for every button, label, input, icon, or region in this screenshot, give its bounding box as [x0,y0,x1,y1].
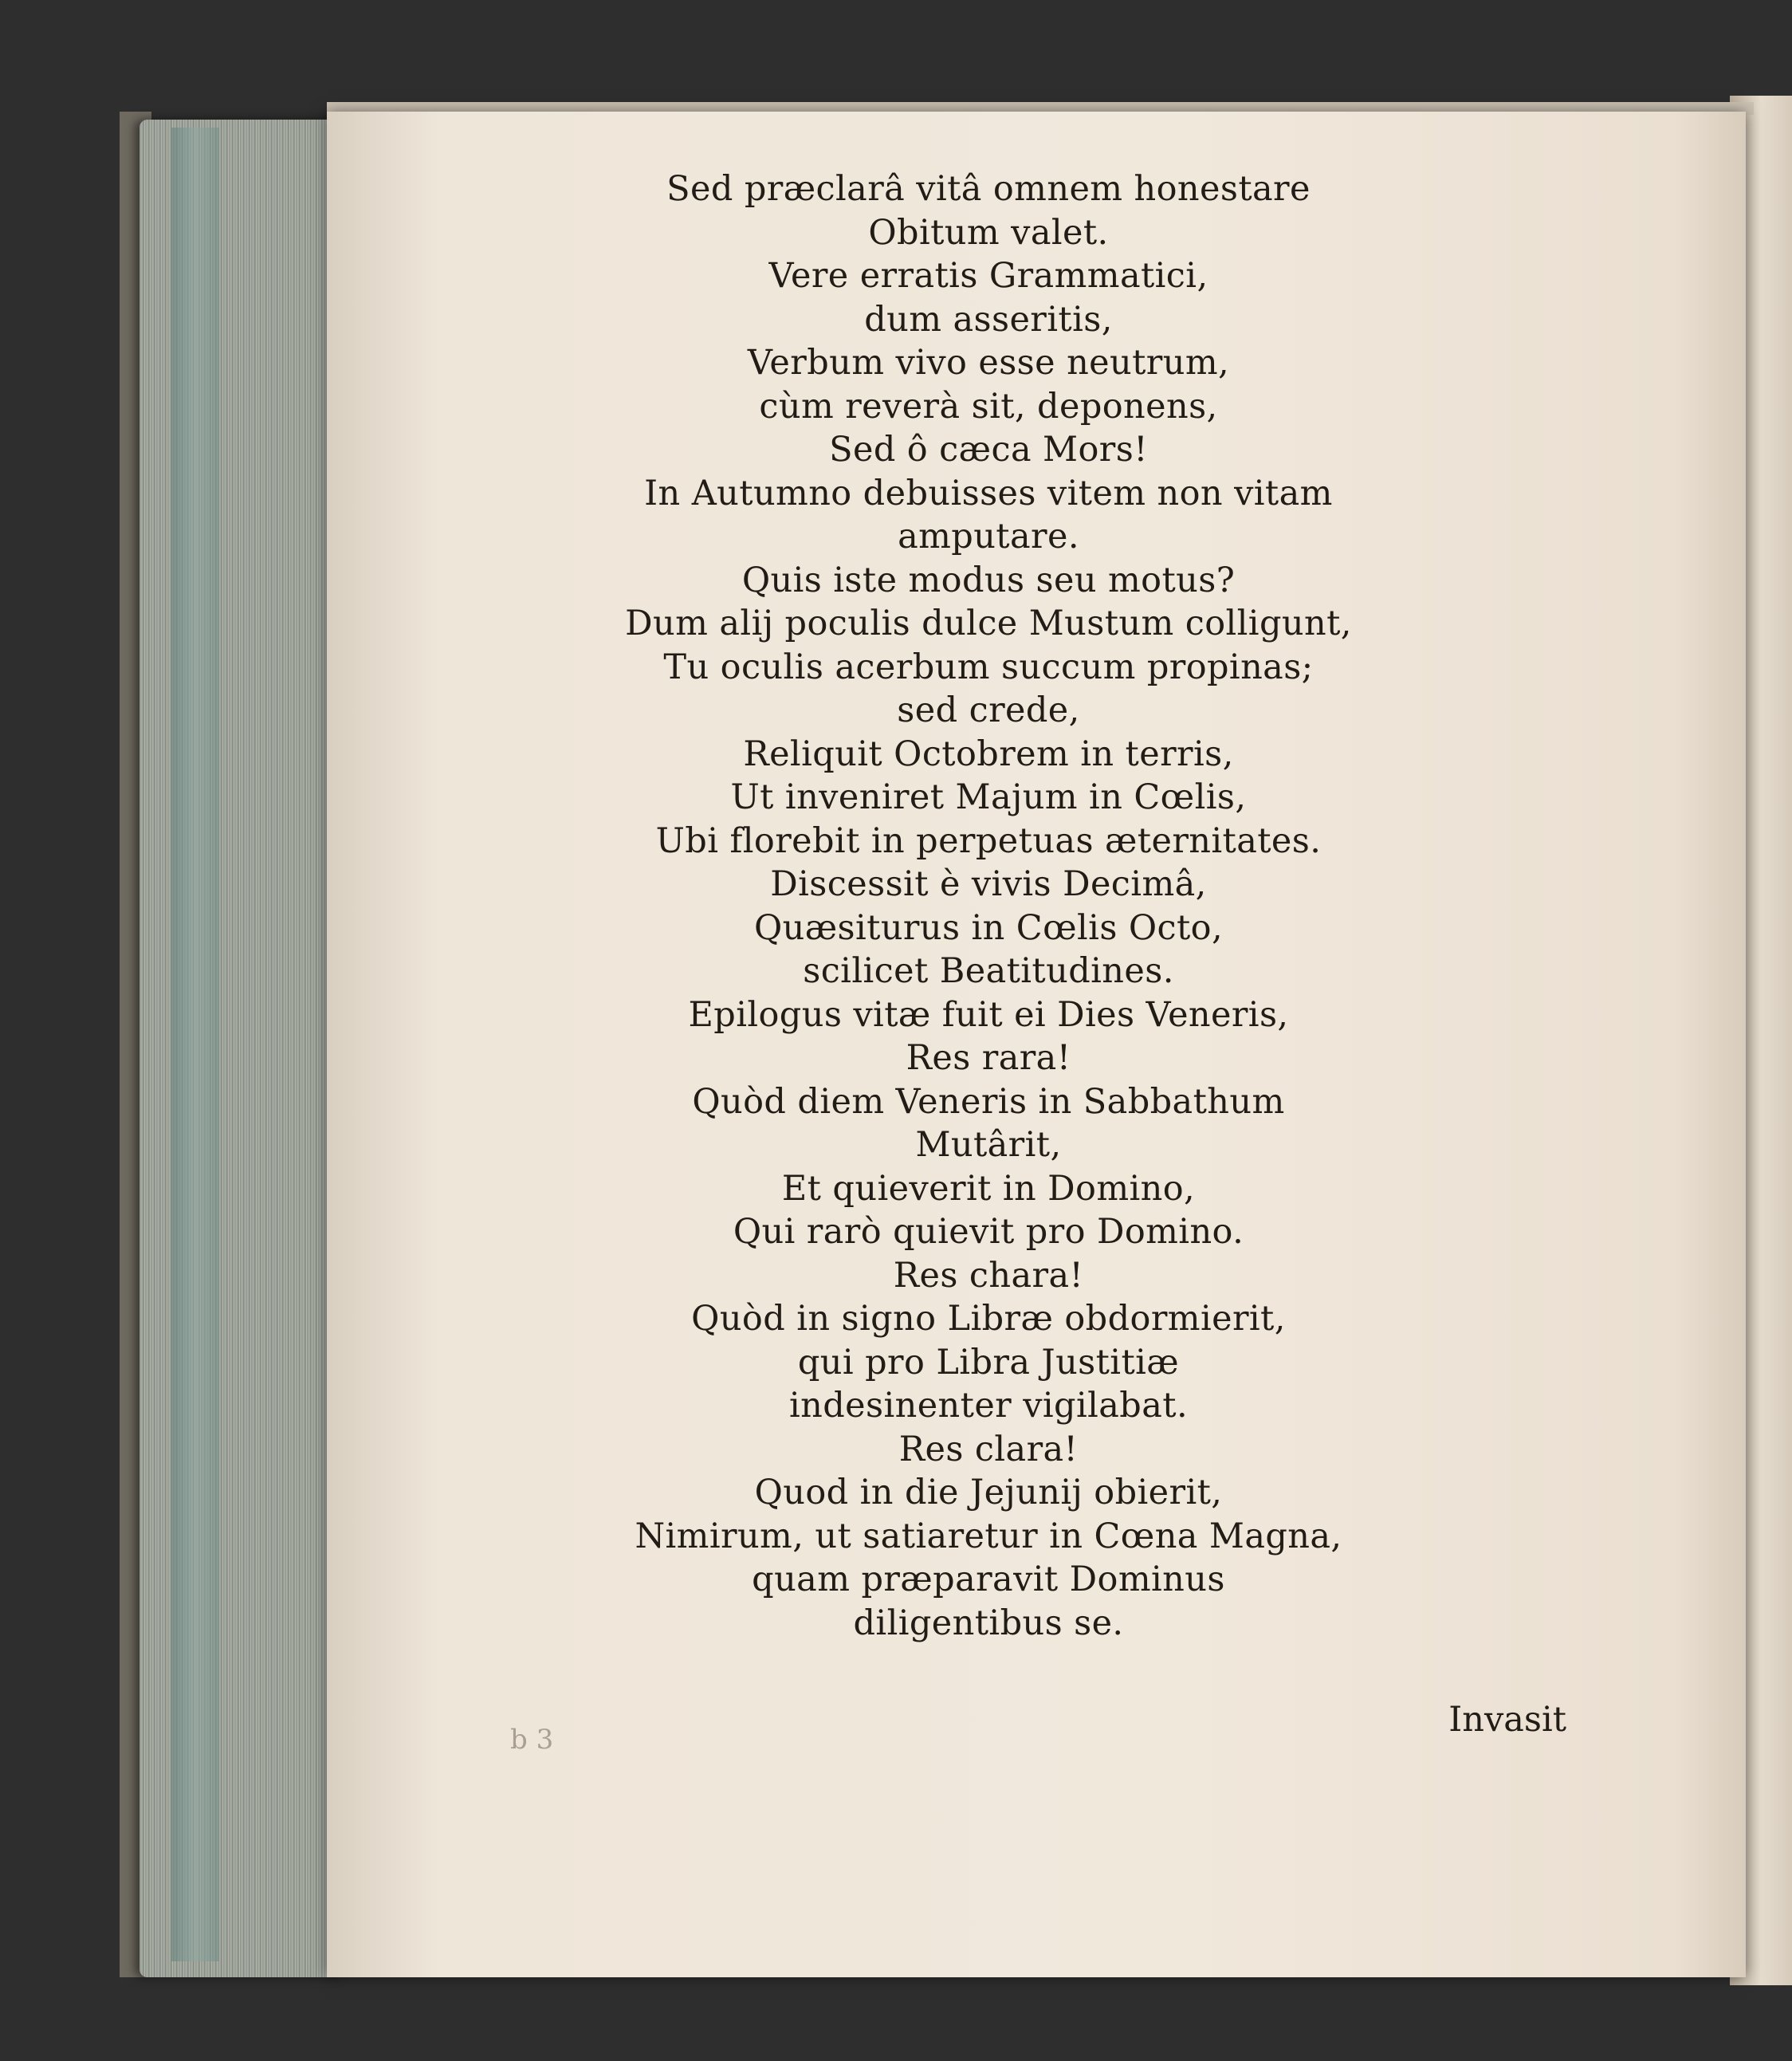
text-line: Quis iste modus seu motus? [741,560,1236,600]
page-text [343,167,1634,1645]
text-line: Vere erratis Grammatici, [768,256,1208,296]
text-line: Quæsiturus in Cœlis Octo, [753,907,1224,948]
text-line: quam præparavit Dominus [752,1560,1225,1599]
text-line: Epilogus vitæ fuit ei Dies Veneris, [688,994,1289,1035]
text-line: indesinenter vigilabat. [788,1386,1189,1426]
catchword: Invasit [1448,1700,1566,1740]
signature-mark: b 3 [510,1724,554,1756]
text-line: Res clara! [898,1429,1079,1469]
text-line: Res rara! [906,1038,1071,1078]
text-line: Verbum vivo esse neutrum, [747,343,1230,383]
text-line: Quòd in signo Libræ obdormierit, [691,1299,1286,1339]
text-line: qui pro Libra Justitiæ [797,1342,1180,1383]
text-line: Obitum valet. [868,212,1109,253]
text-line: cùm reverà sit, deponens, [759,386,1218,427]
text-line: Sed ô cæca Mors! [829,430,1148,470]
text-line: Ubi florebit in perpetuas æternitates. [655,820,1322,861]
text-line: scilicet Beatitudines. [803,951,1174,991]
text-line: Quòd diem Veneris in Sabbathum [692,1081,1285,1122]
text-line: amputare. [898,517,1079,557]
text-line: Tu oculis acerbum succum propinas; [663,647,1314,687]
text-line: Sed præclarâ vitâ omnem honestare [666,169,1311,209]
text-line: dum asseritis, [864,299,1113,340]
text-line: In Autumno debuisses vitem non vitam [644,473,1333,513]
text-line: Reliquit Octobrem in terris, [743,734,1234,774]
text-line: Res chara! [893,1255,1084,1296]
text-line: Dum alij poculis dulce Mustum colligunt, [625,604,1352,643]
text-line: diligentibus se. [853,1603,1124,1643]
text-line: Discessit è vivis Decimâ, [770,864,1207,904]
text-line: Et quieverit in Domino, [781,1168,1196,1209]
text-line: Mutârit, [915,1125,1062,1165]
text-line: Quod in die Jejunij obierit, [754,1473,1223,1512]
text-line: sed crede, [897,690,1080,730]
page-edges [140,120,343,1977]
text-line: Ut inveniret Majum in Cœlis, [730,777,1247,817]
text-line: Qui rarò quievit pro Domino. [733,1212,1244,1252]
text-line: Nimirum, ut satiaretur in Cœna Magna, [635,1516,1342,1556]
page-edges-tint [171,128,219,1961]
